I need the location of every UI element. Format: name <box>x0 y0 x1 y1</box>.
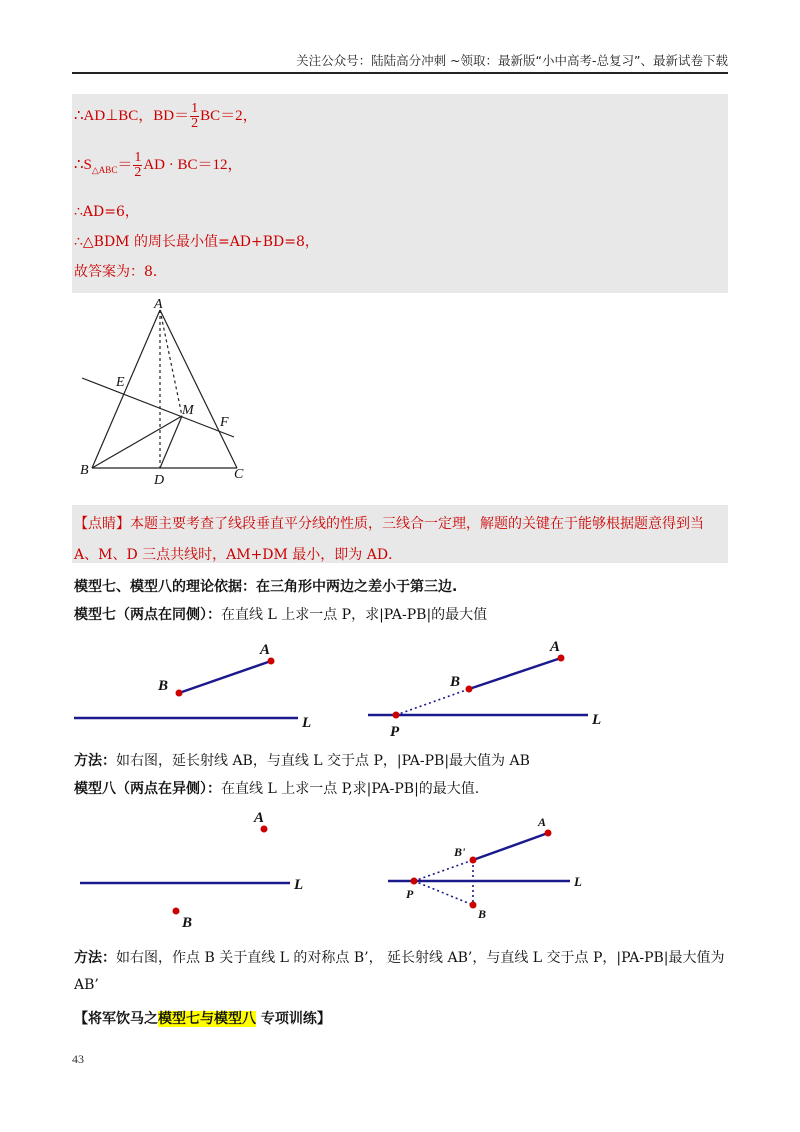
label-b: B <box>450 674 461 690</box>
dianjing-line-1: 【点睛】本题主要考查了线段垂直平分线的性质，三线合一定理，解题的关键在于能够根据题意得到当 <box>74 516 704 532</box>
extension-pbprime <box>414 860 473 881</box>
triangle-figure <box>72 294 258 494</box>
label-b: B <box>80 463 89 478</box>
point-p <box>411 878 418 885</box>
label-l: L <box>592 712 602 728</box>
point-a <box>558 655 565 662</box>
training-heading: 【将军饮马之模型七与模型八 专项训练】 <box>74 1011 331 1027</box>
segment-bm <box>92 416 182 468</box>
fraction-half: $\frac{1}{2}$ <box>191 101 199 131</box>
page-header: 关注公众号：陆陆高分冲刺 ~领取：最新版“小中高考-总复习”、最新试卷下载 <box>72 50 728 74</box>
segment-abprime <box>473 833 548 860</box>
label-b: B <box>478 907 487 921</box>
label-bprime: B' <box>454 845 466 859</box>
model7-figure-right <box>360 630 620 740</box>
point-a <box>261 826 268 833</box>
model8-desc: 在直线 L 上求一点 P,求|PA-PB|的最大值. <box>221 781 480 797</box>
label-m: M <box>182 403 194 418</box>
label-e: E <box>116 375 125 390</box>
model8-heading <box>74 778 479 798</box>
model7-figure-left <box>70 634 330 734</box>
model8-method-line-2: AB’ <box>74 977 99 993</box>
label-a: A <box>538 815 547 829</box>
model8-method-title: 方法： <box>74 950 116 966</box>
model7-method-text: 如右图，延长射线 AB，与直线 L 交于点 P，|PA-PB|最大值为 AB <box>116 753 530 769</box>
model7-desc: 在直线 L 上求一点 P，求|PA-PB|的最大值 <box>221 607 488 623</box>
point-a <box>545 830 552 837</box>
line1-suffix: BC＝2， <box>200 107 258 124</box>
model-basis: 模型七、模型八的理论依据：在三角形中两边之差小于第三边. <box>74 579 458 595</box>
model7-method <box>74 750 530 770</box>
solution-line-1 <box>74 102 258 131</box>
label-l: L <box>302 715 312 731</box>
fraction-half-2: $\frac{1}{2}$ <box>134 150 142 180</box>
label-d: D <box>154 473 165 488</box>
line1-prefix: ∴AD⊥BC，BD＝ <box>74 107 190 124</box>
page-number: 43 <box>72 1052 84 1066</box>
label-p: P <box>390 724 400 740</box>
point-b <box>470 902 477 909</box>
point-a <box>268 658 275 665</box>
point-p <box>393 712 400 719</box>
model8-figure-left <box>70 806 330 936</box>
perp-bisector-ef <box>82 378 234 437</box>
segment-ab <box>179 661 271 693</box>
solution-line-4: ∴△BDM 的周长最小值=AD+BD=8， <box>74 234 319 250</box>
label-b: B <box>158 678 169 694</box>
solution-line-2: $\therefore S_{\triangle ABC}=$ $\frac{1}{2}$ AD · BC＝12， <box>74 150 243 180</box>
segment-pb <box>414 881 473 905</box>
model8-figure-right <box>380 808 620 928</box>
label-l: L <box>574 874 582 889</box>
point-b <box>176 690 183 697</box>
point-b <box>466 686 473 693</box>
training-highlight: 模型七与模型八 <box>158 1011 256 1027</box>
point-b <box>173 908 180 915</box>
label-c: C <box>234 467 244 482</box>
extension-bp <box>396 689 469 715</box>
label-l: L <box>294 877 304 893</box>
side-ab <box>92 310 160 468</box>
solution-line-3: ∴AD=6， <box>74 204 139 220</box>
solution-line-5: 故答案为：8． <box>74 264 167 280</box>
model8-title: 模型八（两点在异侧）： <box>74 781 221 797</box>
segment-ab <box>469 658 561 689</box>
label-b: B <box>182 915 193 931</box>
label-a: A <box>154 297 163 312</box>
model7-method-title: 方法： <box>74 753 116 769</box>
segment-am <box>160 310 182 416</box>
model8-method-line-1 <box>74 947 725 967</box>
label-f: F <box>220 415 229 430</box>
label-p: P <box>406 887 414 901</box>
model8-method-text: 如右图，作点 B 关于直线 L 的对称点 B’， 延长射线 AB’，与直线 L 交于点 P，|PA-PB|最大值为 <box>116 950 725 966</box>
label-a: A <box>550 639 561 655</box>
dianjing-line-2: A、M、D 三点共线时，AM+DM 最小，即为 AD． <box>74 547 403 563</box>
model7-heading <box>74 604 487 624</box>
label-a: A <box>254 810 265 826</box>
point-bprime <box>470 857 477 864</box>
label-a: A <box>260 642 271 658</box>
segment-dm <box>160 416 182 468</box>
model7-title: 模型七（两点在同侧）： <box>74 607 221 623</box>
side-ac <box>160 310 237 468</box>
